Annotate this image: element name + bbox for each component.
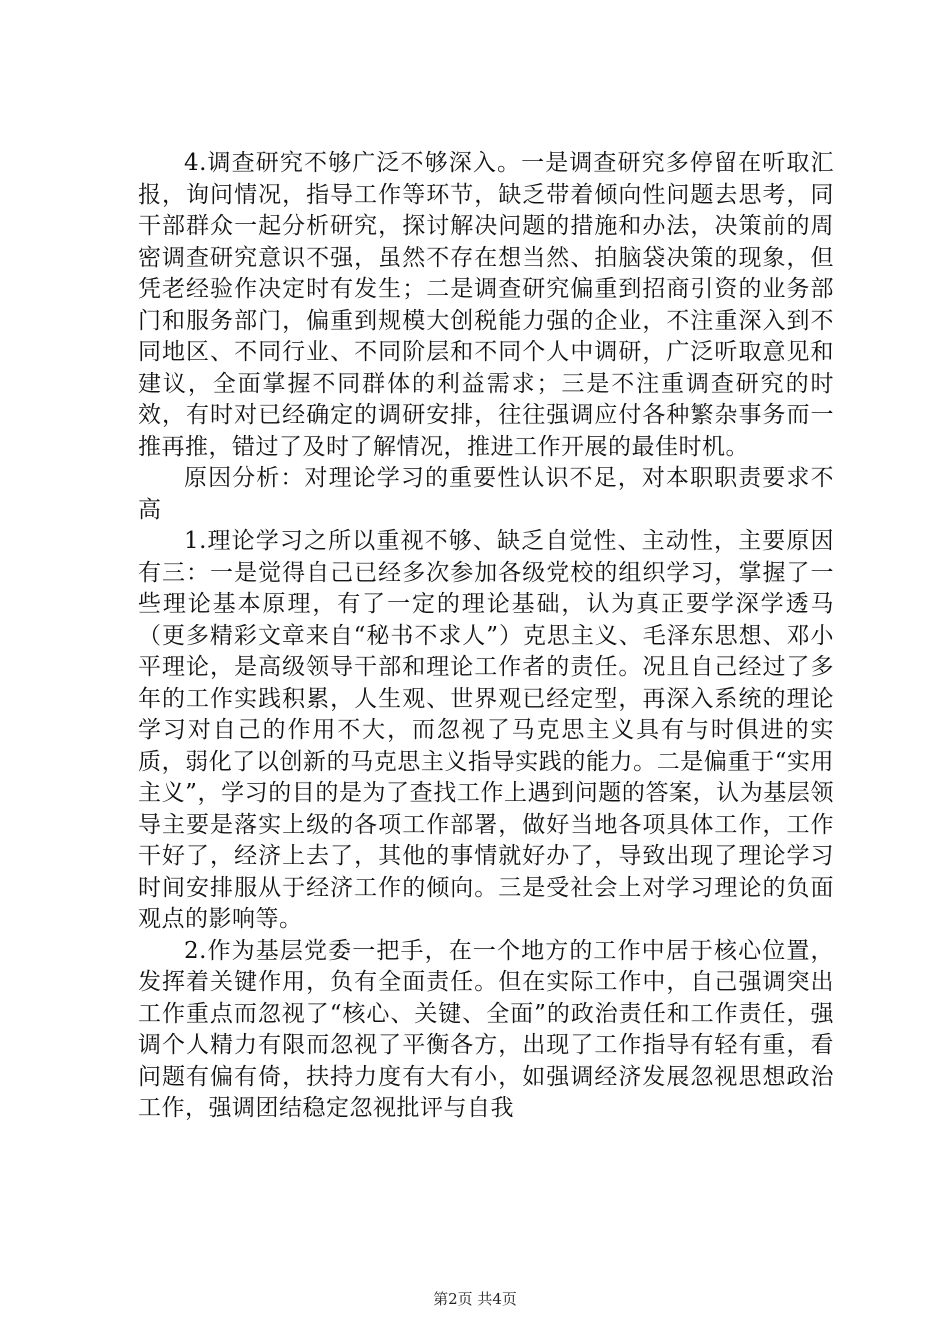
paragraph-party-secretary: 2.作为基层党委一把手，在一个地方的工作中居于核心位置，发挥着关键作用，负有全面责任。但在实际工作中，自己强调突出工作重点而忽视了“核心、关键、全面”的政治责任和工作责任，强调个人精力有限而忽视了平衡各方，出现了工作指导有轻有重，看问题有偏有倚，扶持力度有大有小，如强调经济发展忽视思想政治工作，强调团结稳定忽视批评与自我 bbox=[138, 937, 834, 1121]
paragraph-cause-analysis-heading: 原因分析：对理论学习的重要性认识不足，对本职职责要求不高 bbox=[138, 465, 834, 523]
document-body bbox=[138, 148, 834, 1125]
paragraph-investigation: 4.调查研究不够广泛不够深入。一是调查研究多停留在听取汇报，询问情况，指导工作等环节，缺乏带着倾向性问题去思考，同干部群众一起分析研究，探讨解决问题的措施和办法，决策前的周密调查研究意识不强，虽然不存在想当然、拍脑袋决策的现象，但凭老经验作决定时有发生；二是调查研究偏重到招商引资的业务部门和服务部门，偏重到规模大创税能力强的企业，不注重深入到不同地区、不同行业、不同阶层和不同个人中调研，广泛听取意见和建议，全面掌握不同群体的利益需求；三是不注重调查研究的时效，有时对已经确定的调研安排，往往强调应付各种繁杂事务而一推再推，错过了及时了解情况，推进工作开展的最佳时机。 bbox=[138, 150, 834, 460]
paragraph-theory-study: 1.理论学习之所以重视不够、缺乏自觉性、主动性，主要原因有三：一是觉得自己已经多次参加各级党校的组织学习，掌握了一些理论基本原理，有了一定的理论基础，认为真正要学深学透马（更多精彩文章来自“秘书不求人”）克思主义、毛泽东思想、邓小平理论，是高级领导干部和理论工作者的责任。况且自己经过了多年的工作实践积累，人生观、世界观已经定型，再深入系统的理论学习对自己的作用不大，而忽视了马克思主义具有与时俱进的实质，弱化了以创新的马克思主义指导实践的能力。二是偏重于“实用主义”，学习的目的是为了查找工作上遇到问题的答案，认为基层领导主要是落实上级的各项工作部署，做好当地各项具体工作，工作干好了，经济上去了，其他的事情就好办了，导致出现了理论学习时间安排服从于经济工作的倾向。三是受社会上对学习理论的负面观点的影响等。 bbox=[138, 528, 834, 932]
page-number-footer: 第2页 共4页 bbox=[433, 1290, 517, 1308]
